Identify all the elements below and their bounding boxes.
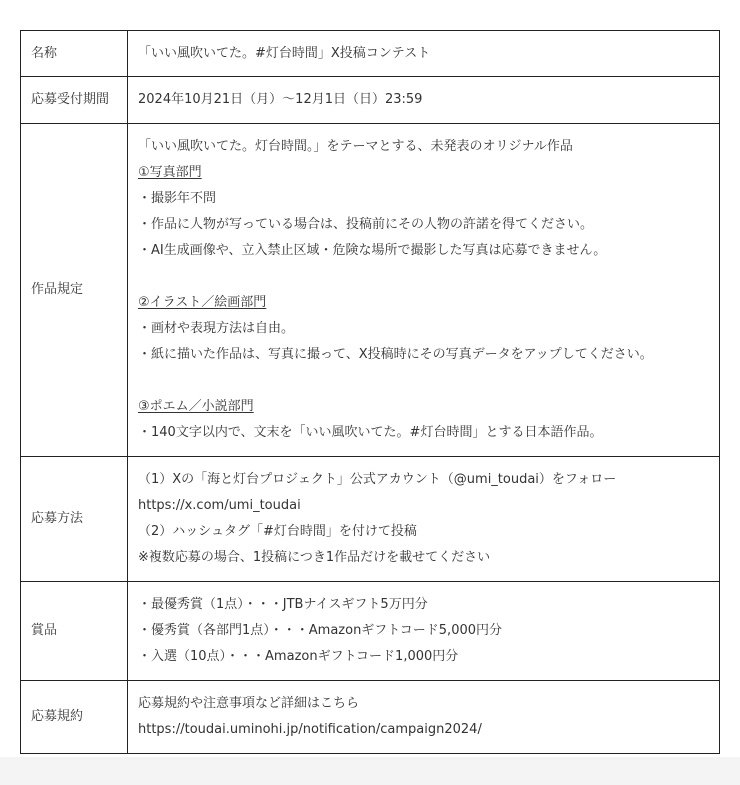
row-prize: [21, 582, 720, 681]
rules-intro: 「いい風吹いてた。灯台時間。」をテーマとする、未発表のオリジナル作品: [138, 139, 573, 154]
method-step-hashtag: （2）ハッシュタグ「#灯台時間」を付けて投稿: [138, 524, 417, 539]
rule-item: ・撮影年不問: [138, 191, 217, 206]
prize-item: ・優秀賞（各部門1点）・・・Amazonギフトコード5,000円分: [138, 623, 503, 638]
terms-text: 応募規約や注意事項など詳細はこちら: [138, 696, 360, 711]
account-url-link[interactable]: https://x.com/umi_toudai: [138, 498, 301, 513]
row-label-rules: 作品規定: [21, 124, 128, 457]
rule-item: ・AI生成画像や、立入禁止区域・危険な場所で撮影した写真は応募できません。: [138, 243, 607, 258]
prize-content: [128, 582, 720, 681]
prize-item: ・最優秀賞（1点）・・・JTBナイスギフト5万円分: [138, 597, 428, 612]
spacer: [138, 368, 709, 394]
contest-name: 「いい風吹いてた。#灯台時間」X投稿コンテスト: [128, 31, 720, 77]
terms-content: [128, 681, 720, 754]
entry-period: 2024年10月21日（月）〜12月1日（日）23:59: [128, 77, 720, 124]
section-heading-poem: ③ポエム／小説部門: [138, 399, 254, 414]
row-label-terms: 応募規約: [21, 681, 128, 754]
rules-content: [128, 124, 720, 457]
rule-item: ・作品に人物が写っている場合は、投稿前にその人物の許諾を得てください。: [138, 217, 594, 232]
method-step-follow: （1）Xの「海と灯台プロジェクト」公式アカウント（@umi_toudai）をフォロー: [138, 472, 617, 487]
row-terms: [21, 681, 720, 754]
method-content: [128, 457, 720, 582]
contest-info-table: [20, 30, 720, 754]
row-period: [21, 77, 720, 124]
rule-item: ・140文字以内で、文末を「いい風吹いてた。#灯台時間」とする日本語作品。: [138, 425, 603, 440]
row-label-period: 応募受付期間: [21, 77, 128, 124]
rule-item: ・紙に描いた作品は、写真に撮って、X投稿時にその写真データをアップしてください。: [138, 347, 653, 362]
section-heading-illustration: ②イラスト／絵画部門: [138, 295, 267, 310]
row-label-name: 名称: [21, 31, 128, 77]
method-note: ※複数応募の場合、1投稿につき1作品だけを載せてください: [138, 550, 491, 565]
spacer: [138, 264, 709, 290]
section-heading-photo: ①写真部門: [138, 165, 202, 180]
row-method: [21, 457, 720, 582]
row-rules: [21, 124, 720, 457]
row-label-prize: 賞品: [21, 582, 128, 681]
rule-item: ・画材や表現方法は自由。: [138, 321, 295, 336]
row-label-method: 応募方法: [21, 457, 128, 582]
prize-item: ・入選（10点）・・・Amazonギフトコード1,000円分: [138, 649, 459, 664]
terms-url-link[interactable]: https://toudai.uminohi.jp/notification/campaign2024/: [138, 722, 482, 737]
row-name: [21, 31, 720, 77]
